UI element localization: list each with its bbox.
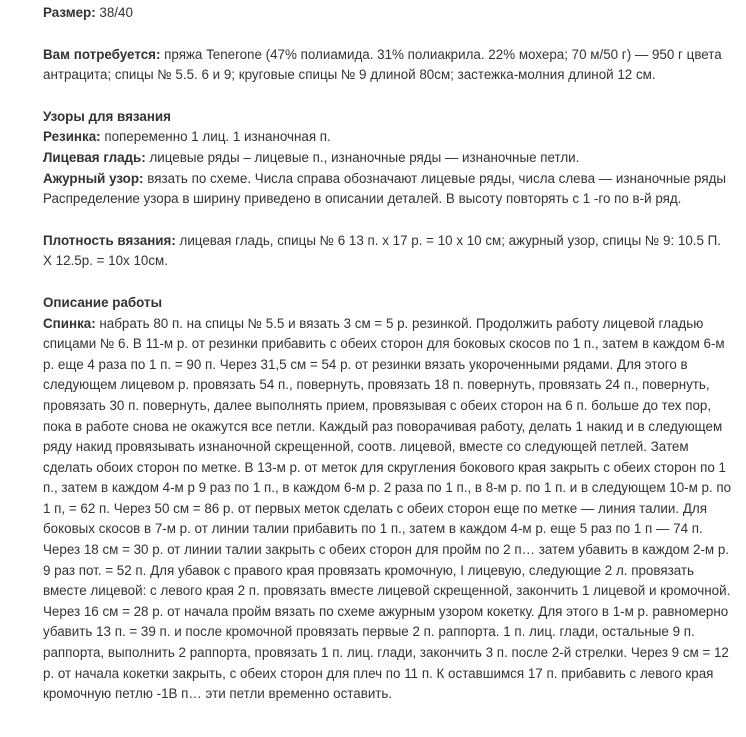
gauge-paragraph (43, 231, 733, 272)
size-value: 38/40 (95, 5, 133, 20)
lace-text: вязать по схеме. Числа справа обозначают лицевые ряды, числа слева — изнаночные ряды (143, 170, 727, 186)
size-label: Размер: (43, 5, 96, 20)
stockinette-text: лицевые ряды – лицевые п., изнаночные ряды — изнаночные петли. (145, 149, 580, 165)
size-line (43, 3, 733, 24)
pattern-distribution-line: Распределение узора в ширину приведено в описании деталей. В высоту повторять с 1 -го по в-й ряд. (43, 191, 682, 207)
rib-pattern-line (43, 127, 733, 148)
lace-pattern-line (43, 169, 733, 190)
spacer (43, 210, 733, 231)
gauge-label: Плотность вязания: (43, 232, 176, 248)
back-paragraph (43, 314, 733, 705)
materials-label: Вам потребуется: (43, 46, 161, 62)
stockinette-pattern-line (43, 148, 733, 169)
lace-label: Ажурный узор: (43, 170, 144, 186)
back-text: набрать 80 п. на спицы № 5.5 и вязать 3 см = 5 р. резинкой. Продолжить работу лицевой гладью спицами № 6. В 11-м р. от резинки прибавить с обеих сторон для боковых скосов по 1 п., затем в каждом 6-м р. еще 4 раза по 1 п. = 90 п. Через 31,5 см = 54 р. от резинки вязать укороченными рядами. Для этого в следующем лицевом р. провязать 54 п., повернуть, провязать 18 п. повернуть, провязать 24 п., повернуть, провязать 30 п. повернуть, далее выполнять прием, провязывая с обеих сторон на 6 п. больше до тех пор, пока в работе снова не окажутся все петли. Каждый раз поворачивая работу, делать 1 накид и в следующем ряду накид провязывать изнаночной скрещенной, соотв. лицевой, вместе со следующей петлей. Затем сделать обоих сторон по метке. В 13-м р. от меток для скругления бокового края закрыть с обеих сторон по 1 п., затем в каждом 4-м р 9 раз по 1 п., в каждом 6-м р. 2 раза по 1 п., в 8-м р. по 1 п. и в следующем 10-м р. по 1 п, = 62 п. Через 50 см = 86 р. от первых меток сделать с обеих сторон еще по метке — линия талии. Для боковых скосов в 7-м р. от линии талии прибавить по 1 п., затем в каждом 4-м р. еще 5 раз по 1 п — 74 п. Через 18 см = 30 р. от линии талии закрыть с обеих сторон для пройм по 2 п… затем убавить в каждом 2-м р. 9 раз пот. = 52 п. Для убавок с правого края провязать кромочную, I лицевую, следующие 2 л. провязать вместе лицевой: с левого края 2 п. провязать вместе лицевой скрещенной, закончить 1 лицевой и кромочной. Через 16 см = 28 р. от начала пройм вязать по схеме ажурным узором кокетку. Для этого в 1-м р. равномерно убавить 13 п. = 39 п. и после кромочной провязать первые 2 п. раппорта. 1 п. лиц. глади, остальные 9 п. раппорта, выполнить 2 раппорта, провязать 1 п. лиц. глади, закончить 3 п. после 2-й стрелки. Через 9 см = 12 р. от начала кокетки закрыть, с обеих сторон для плеч по 11 п. К оставшимся 17 п. прибавить с левого края кромочную петлю -1В п… эти петли временно оставить. (43, 315, 732, 702)
materials-text: пряжа Tenerone (47% полиамида. 31% полиакрила. 22% мохера; 70 м/50 г) — 950 г цвета антрацита; спицы № 5.5. 6 и 9; круговые спицы № 9 длиной 80см; застежка-молния длиной 12 см. (43, 46, 722, 83)
spacer (43, 24, 733, 45)
gauge-text: лицевая гладь, спицы № 6 13 п. х 17 р. = 10 х 10 см; ажурный узор, спицы № 9: 10.5 П. Х 12.5р. = 10х 10см. (43, 232, 722, 269)
rib-label: Резинка: (43, 129, 101, 145)
patterns-heading: Узоры для вязания (43, 108, 171, 124)
materials-paragraph (43, 45, 733, 86)
spacer (43, 272, 733, 293)
rib-text: попеременно 1 лиц. 1 изнаночная п. (100, 129, 331, 145)
back-label: Спинка: (43, 315, 96, 331)
work-heading: Описание работы (43, 294, 163, 310)
spacer (43, 86, 733, 107)
document-body (43, 0, 733, 705)
stockinette-label: Лицевая гладь: (43, 149, 146, 165)
